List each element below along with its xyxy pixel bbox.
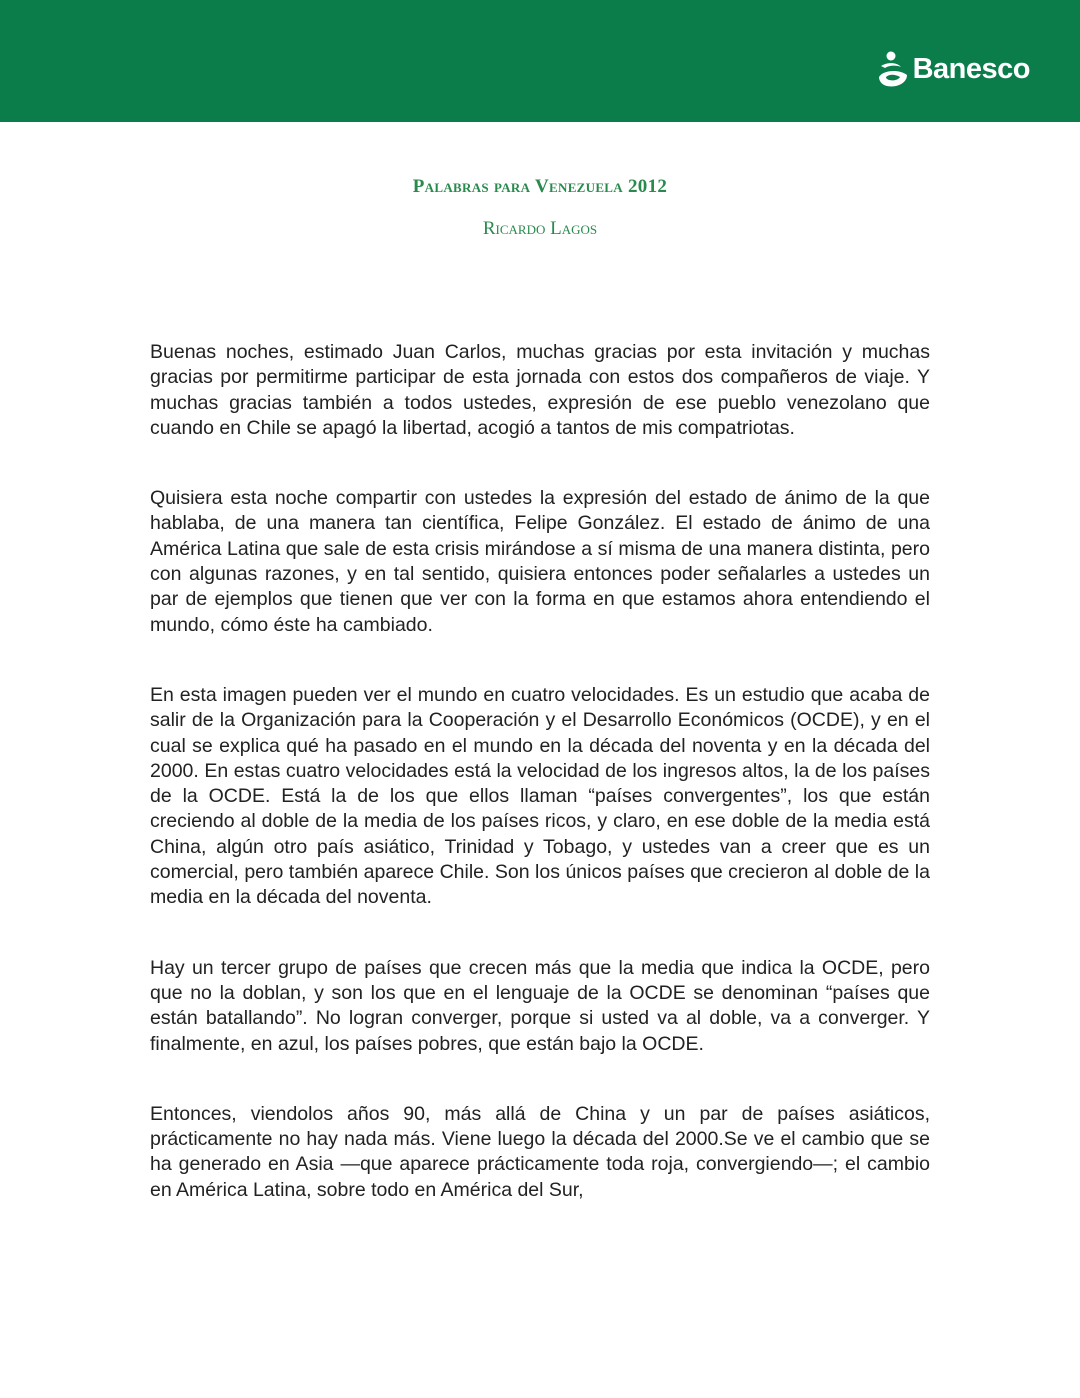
banesco-logo-icon: [877, 50, 911, 88]
paragraph: En esta imagen pueden ver el mundo en cuatro velocidades. Es un estudio que acaba de salir de la Organización para la Cooperación y el Desarrollo Económicos (OCDE), y en el cual se explica qué ha pasado en el mundo en la década del noventa y en la década del 2000. En estas cuatro velocidades está la velocidad de los ingresos altos, la de los países de la OCDE. Está la de los que ellos llaman “países convergentes”, los que están creciendo al doble de la media de los países ricos, y claro, en ese doble de la media está China, algún otro país asiático, Trinidad y Tobago, y ustedes van a creer que es un comercial, pero también aparece Chile. Son los únicos países que crecieron al doble de la media en la década del noventa.: [150, 683, 930, 909]
paragraph: Quisiera esta noche compartir con ustedes la expresión del estado de ánimo de la que hablaba, de una manera tan científica, Felipe González. El estado de ánimo de una América Latina que sale de esta crisis mirándose a sí misma de una manera distinta, pero con algunas razones, y en tal sentido, quisiera entonces poder señalarles a ustedes un par de ejemplos que tienen que ver con la forma en que estamos ahora entendiendo el mundo, cómo éste ha cambiado.: [150, 487, 930, 636]
brand-name: Banesco: [912, 52, 1030, 85]
brand-logo: [877, 50, 1030, 88]
document-title: Palabras para Venezuela 2012: [412, 176, 668, 197]
document-body: [150, 340, 930, 1248]
paragraph: Buenas noches, estimado Juan Carlos, muchas gracias por esta invitación y muchas gracias por permitirme participar de esta jornada con estos dos compañeros de viaje. Y muchas gracias también a todos ustedes, expresión de ese pueblo venezolano que cuando en Chile se apagó la libertad, acogió a tantos de mis compatriotas.: [150, 341, 930, 439]
paragraph: Hay un tercer grupo de países que crecen más que la media que indica la OCDE, pero que no la doblan, y son los que en el lenguaje de la OCDE se denominan “países que están batallando”. No logran converger, porque si usted va al doble, va a converger. Y finalmente, en azul, los países pobres, que están bajo la OCDE.: [150, 956, 930, 1055]
header-band: [0, 0, 1080, 122]
paragraph: Entonces, viendolos años 90, más allá de China y un par de países asiáticos, prácticamente no hay nada más. Viene luego la década del 2000.Se ve el cambio que se ha generado en Asia —que aparece prácticamente toda roja, convergiendo—; el cambio en América Latina, sobre todo en América del Sur,: [150, 1102, 930, 1201]
document-author: Ricardo Lagos: [482, 218, 598, 239]
